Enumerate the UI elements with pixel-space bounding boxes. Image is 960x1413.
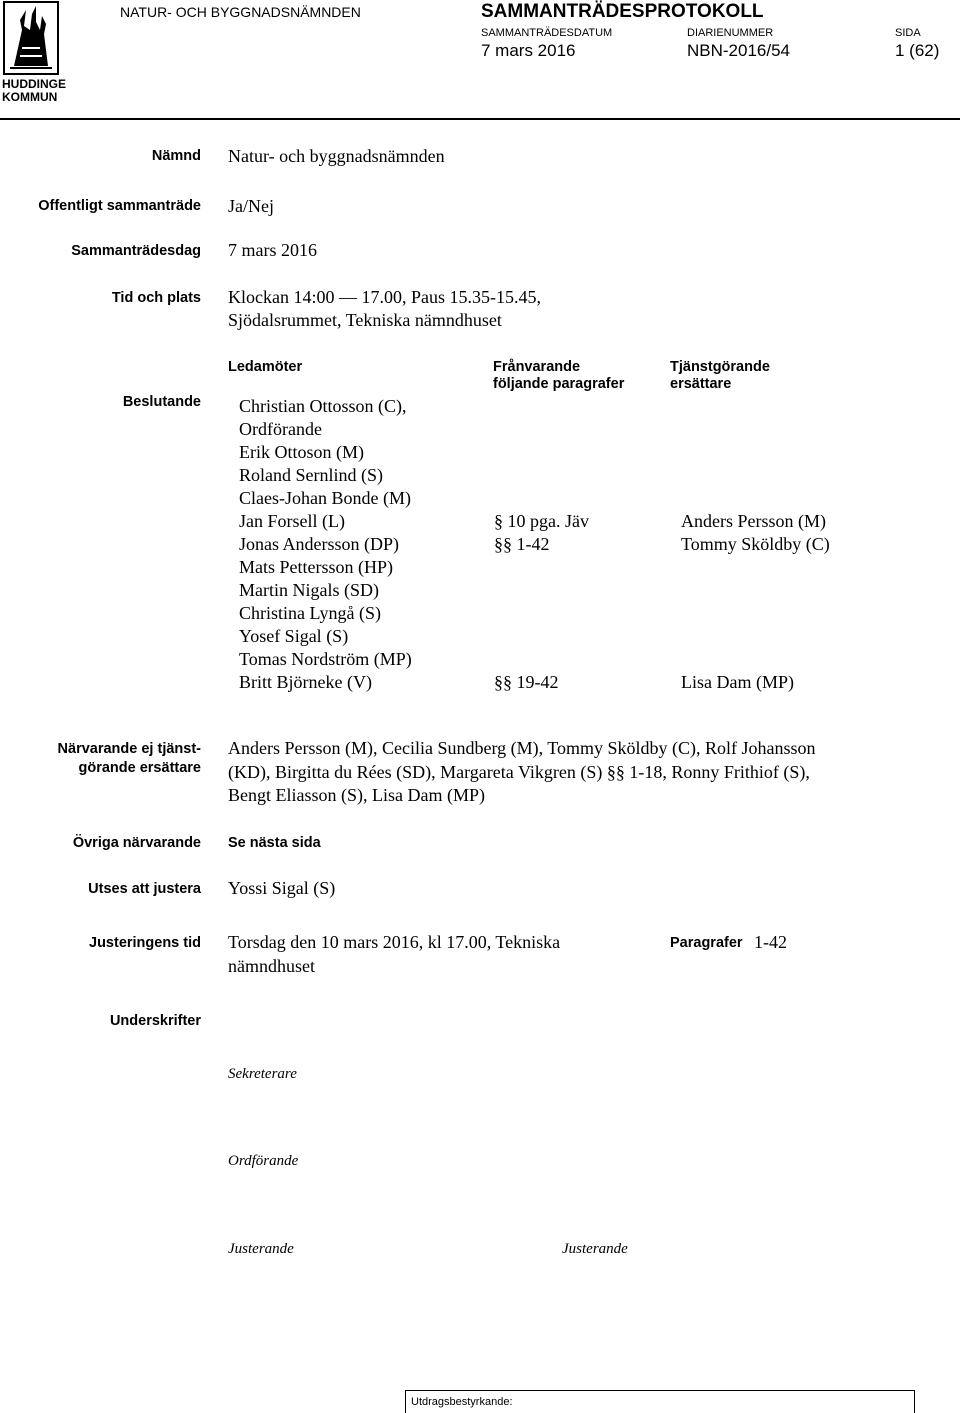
member-row: Christian Ottosson (C),: [239, 396, 407, 416]
public-meeting-value: Ja/Nej: [228, 196, 274, 216]
committee-value: Natur- och byggnadsnämnden: [228, 146, 445, 166]
time-place-line2: Sjödalsrummet, Tekniska nämndhuset: [228, 310, 502, 330]
absent-paragraphs: § 10 pga. Jäv: [494, 511, 589, 531]
committee-label: Nämnd: [151, 148, 201, 164]
time-place-line1: Klockan 14:00 — 17.00, Paus 15.35-15.45,: [228, 287, 541, 307]
logo-text-line1: HUDDINGE: [2, 77, 67, 91]
checker-signature-label-2: Justerande: [562, 1241, 628, 1257]
signatures-label: Underskrifter: [109, 1013, 201, 1029]
present-label-line1: Närvarande ej tjänst-: [57, 741, 201, 757]
member-row: Roland Sernlind (S): [239, 465, 383, 485]
member-row: Yosef Sigal (S): [239, 626, 349, 646]
member-row: Ordförande: [239, 419, 322, 439]
page-label: SIDA: [895, 27, 921, 39]
others-present-value: Se nästa sida: [228, 835, 321, 851]
meeting-day-label: Sammanträdesdag: [71, 243, 201, 259]
absent-column-header: [493, 359, 624, 393]
present-substitutes-line2: (KD), Birgitta du Rées (SD), Margareta Vikgren (S) §§ 1-18, Ronny Frithiof (S),: [228, 762, 810, 782]
meeting-date-value: 7 mars 2016: [481, 41, 576, 60]
substitute-column-header: [670, 359, 770, 393]
public-meeting-label: Offentligt sammanträde: [38, 198, 201, 214]
adjustment-time-line1: Torsdag den 10 mars 2016, kl 17.00, Tekniska: [228, 932, 561, 952]
secretary-signature-label: Sekreterare: [228, 1066, 297, 1082]
substitute-name: Lisa Dam (MP): [681, 672, 794, 692]
member-row: Mats Pettersson (HP): [239, 557, 393, 577]
member-row: Jan Forsell (L): [239, 511, 345, 531]
meeting-date-label: SAMMANTRÄDESDATUM: [481, 27, 613, 39]
checker-signature-label-1: Justerande: [228, 1241, 294, 1257]
paragraphs-label: Paragrafer: [670, 935, 743, 951]
member-row: Martin Nigals (SD): [239, 580, 379, 600]
substitute-header-line2: ersättare: [670, 376, 732, 392]
members-column-header: Ledamöter: [228, 359, 303, 375]
extract-certification-label: Utdragsbestyrkande:: [411, 1396, 513, 1408]
diary-number-value: NBN-2016/54: [687, 41, 791, 60]
logo-text-line2: KOMMUN: [2, 90, 58, 104]
present-label-line2: görande ersättare: [78, 760, 201, 776]
adjustment-time-line2: nämndhuset: [228, 956, 315, 976]
member-row: Erik Ottoson (M): [239, 442, 364, 462]
substitute-name: Anders Persson (M): [681, 511, 826, 531]
meeting-day-value: 7 mars 2016: [228, 240, 317, 260]
substitute-header-line1: Tjänstgörande: [670, 359, 770, 375]
municipality-logo: [0, 0, 67, 104]
member-row: Tomas Nordström (MP): [239, 649, 412, 669]
absent-header-line1: Frånvarande: [493, 359, 581, 375]
flame-crest-icon: [0, 0, 62, 76]
present-substitutes-line3: Bengt Eliasson (S), Lisa Dam (MP): [228, 785, 485, 805]
absent-header-line2: följande paragrafer: [493, 376, 625, 392]
member-row: Christina Lyngå (S): [239, 603, 381, 623]
adjustment-time-label: Justeringens tid: [89, 935, 201, 951]
header-divider: [0, 118, 960, 120]
member-row: Jonas Andersson (DP): [239, 534, 399, 554]
chairman-signature-label: Ordförande: [228, 1153, 299, 1169]
department-name: NATUR- OCH BYGGNADSNÄMNDEN: [120, 4, 361, 20]
decision-makers-label: Beslutande: [122, 394, 201, 410]
time-place-label: Tid och plats: [111, 290, 201, 306]
absent-paragraphs: §§ 1-42: [494, 534, 550, 554]
absent-paragraphs: §§ 19-42: [494, 672, 559, 692]
document-title: SAMMANTRÄDESPROTOKOLL: [481, 1, 764, 22]
member-row: Claes-Johan Bonde (M): [239, 488, 411, 508]
others-present-label: Övriga närvarande: [72, 835, 201, 851]
substitute-name: Tommy Sköldby (C): [681, 534, 830, 554]
paragraphs-value: 1-42: [754, 932, 787, 952]
member-row: Britt Björneke (V): [239, 672, 372, 692]
page-value: 1 (62): [895, 41, 940, 60]
appointed-checker-value: Yossi Sigal (S): [228, 878, 336, 898]
present-substitutes-line1: Anders Persson (M), Cecilia Sundberg (M), Tommy Sköldby (C), Rolf Johansson: [228, 738, 816, 758]
appointed-checker-label: Utses att justera: [88, 881, 201, 897]
diary-number-label: DIARIENUMMER: [687, 27, 774, 39]
extract-certification-box: [405, 1390, 915, 1413]
present-substitutes-label: [58, 740, 201, 778]
